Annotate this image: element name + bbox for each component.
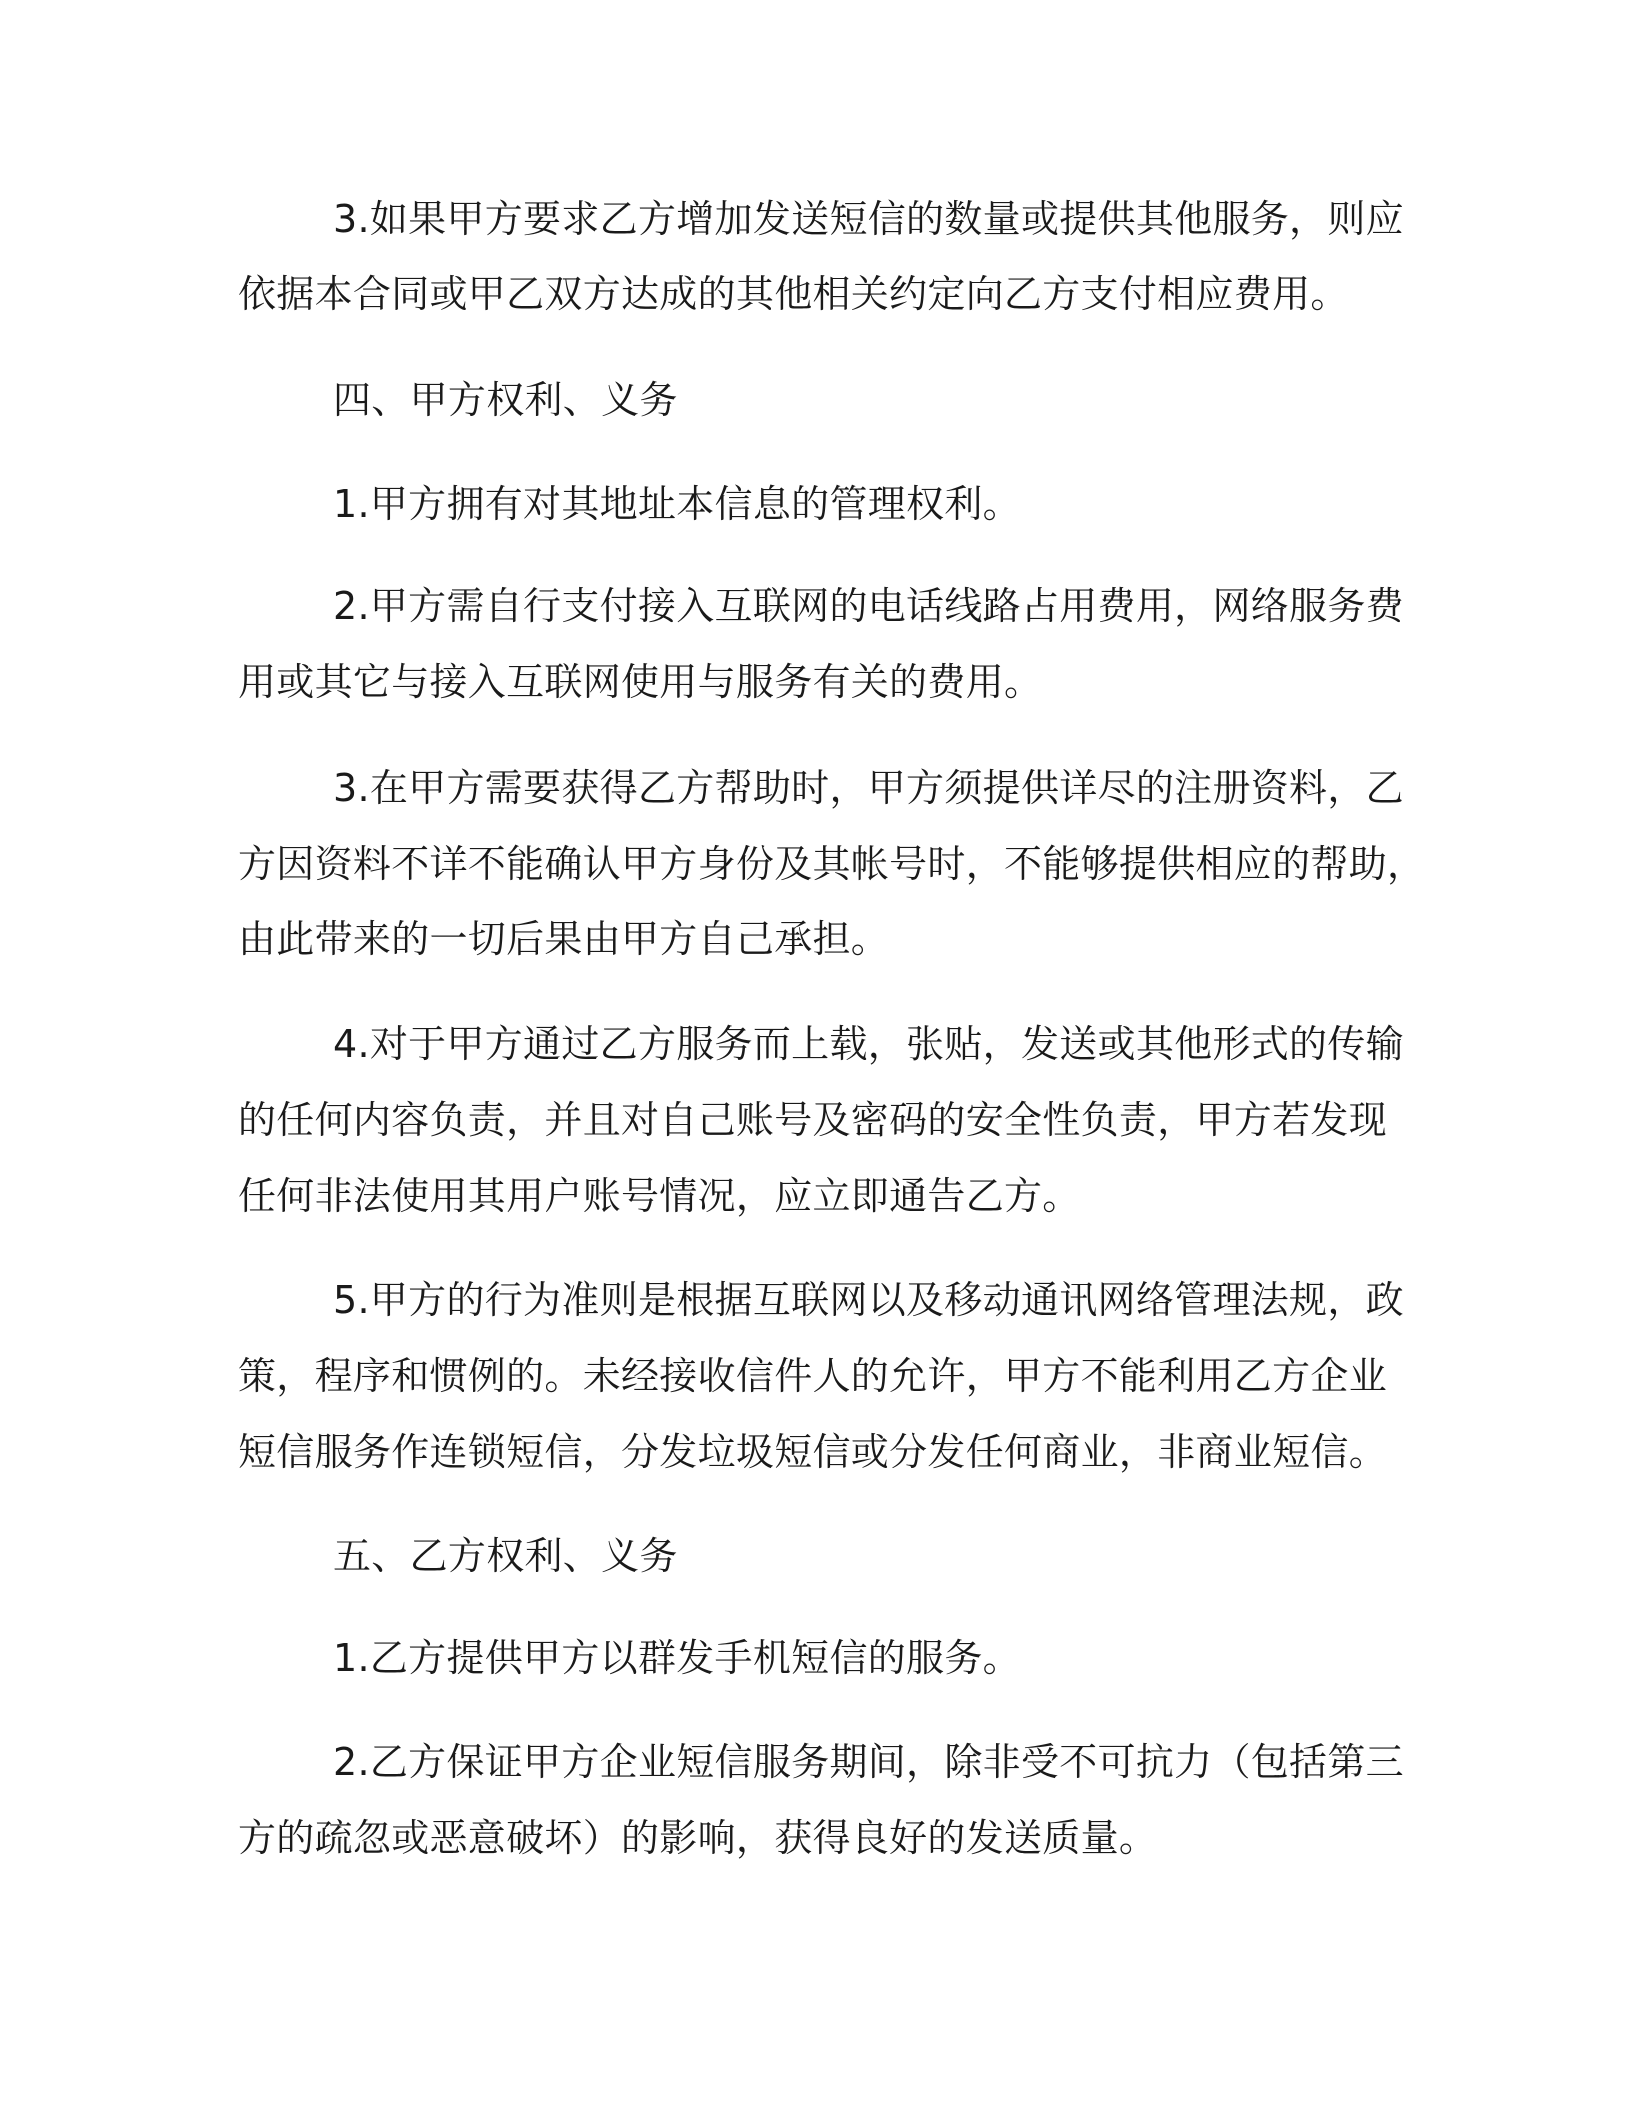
section-heading: 四、甲方权利、义务 [333, 378, 678, 422]
text-line: 依据本合同或甲乙双方达成的其他相关约定向乙方支付相应费用。 [238, 272, 1349, 316]
text-line: 用或其它与接入互联网使用与服务有关的费用。 [238, 660, 1043, 704]
text-line: 4.对于甲方通过乙方服务而上载，张贴，发送或其他形式的传输 [333, 1022, 1404, 1066]
text-line: 5.甲方的行为准则是根据互联网以及移动通讯网络管理法规，政 [333, 1278, 1404, 1322]
text-line: 短信服务作连锁短信，分发垃圾短信或分发任何商业，非商业短信。 [238, 1430, 1388, 1474]
text-line: 3.在甲方需要获得乙方帮助时，甲方须提供详尽的注册资料，乙 [333, 766, 1404, 810]
text-line: 2.乙方保证甲方企业短信服务期间，除非受不可抗力（包括第三 [333, 1740, 1404, 1784]
text-line: 方因资料不详不能确认甲方身份及其帐号时，不能够提供相应的帮助， [238, 842, 1426, 886]
text-line: 任何非法使用其用户账号情况，应立即通告乙方。 [238, 1174, 1081, 1218]
text-line: 策，程序和惯例的。未经接收信件人的允许，甲方不能利用乙方企业 [238, 1354, 1388, 1398]
text-line: 由此带来的一切后果由甲方自己承担。 [238, 917, 890, 961]
text-line: 的任何内容负责，并且对自己账号及密码的安全性负责，甲方若发现 [238, 1098, 1388, 1142]
section-heading: 五、乙方权利、义务 [333, 1534, 678, 1578]
text-line: 方的疏忽或恶意破坏）的影响，获得良好的发送质量。 [238, 1816, 1158, 1860]
text-line: 3.如果甲方要求乙方增加发送短信的数量或提供其他服务，则应 [333, 197, 1404, 241]
text-line: 2.甲方需自行支付接入互联网的电话线路占用费用，网络服务费 [333, 584, 1404, 628]
text-line: 1.乙方提供甲方以群发手机短信的服务。 [333, 1636, 1021, 1680]
text-line: 1.甲方拥有对其地址本信息的管理权利。 [333, 482, 1021, 526]
